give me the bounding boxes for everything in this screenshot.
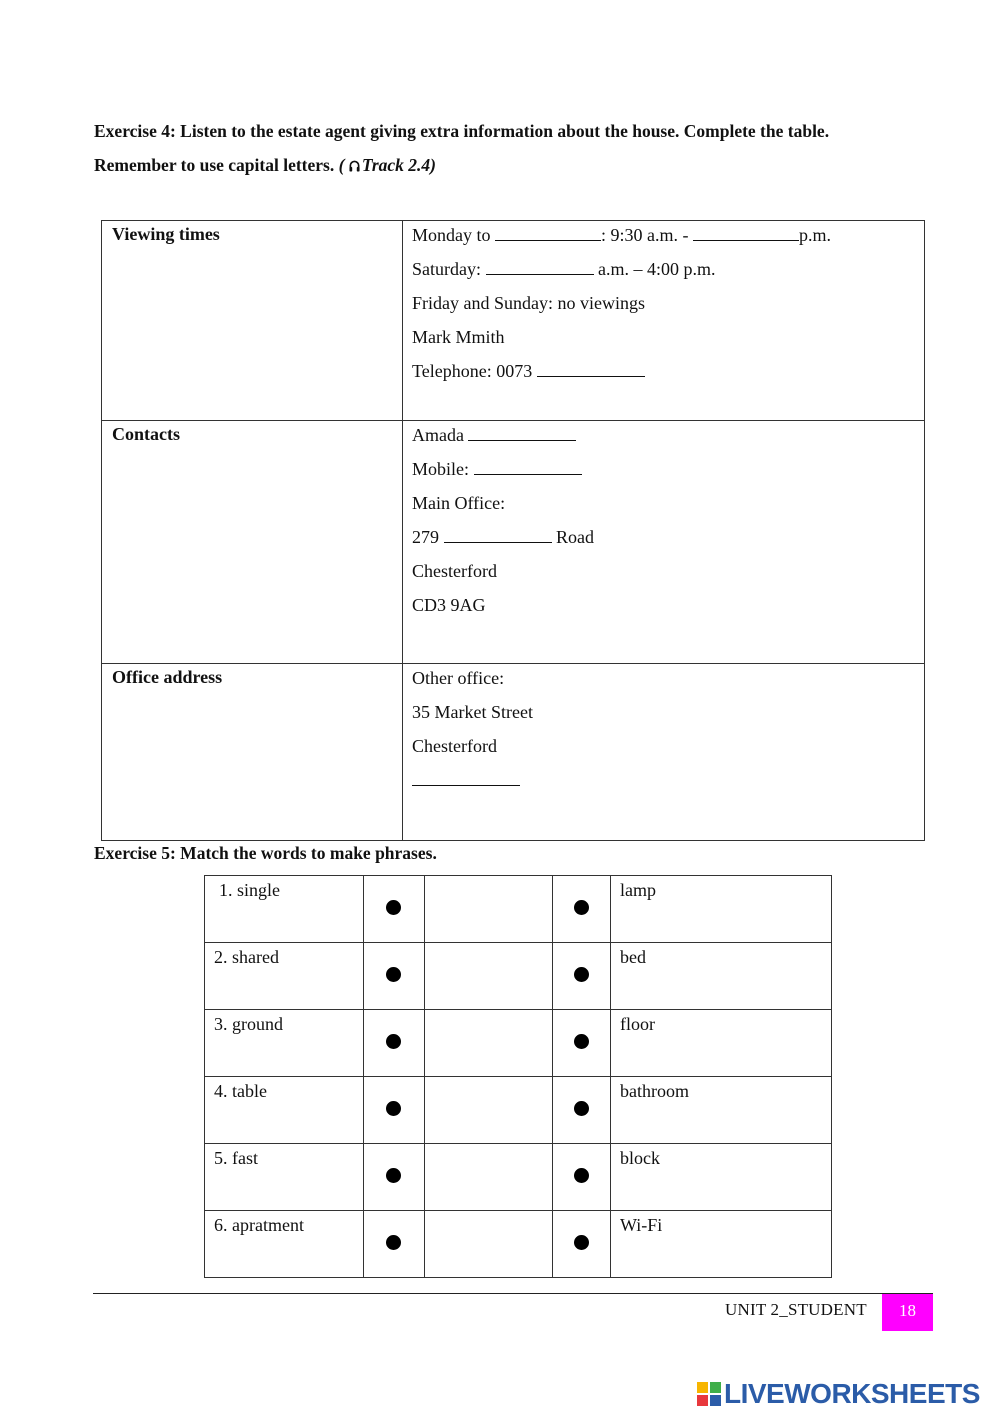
match-right-word: lamp xyxy=(611,876,832,943)
match-row xyxy=(205,1077,832,1144)
contacts-label: Contacts xyxy=(102,421,403,664)
liveworksheets-wordmark: LIVEWORKSHEETS xyxy=(724,1378,980,1409)
liveworksheets-logo[interactable] xyxy=(697,1379,980,1409)
match-row xyxy=(205,1144,832,1211)
match-row xyxy=(205,876,832,943)
capital-letters-note: Remember to use capital letters. xyxy=(94,155,335,175)
match-dot-right[interactable] xyxy=(574,967,589,982)
match-dot-right[interactable] xyxy=(574,1101,589,1116)
blank-mobile[interactable] xyxy=(474,459,582,475)
unit-label: UNIT 2_STUDENT xyxy=(725,1300,867,1319)
match-row xyxy=(205,1211,832,1278)
blank-saturday-open[interactable] xyxy=(486,259,594,275)
blank-telephone[interactable] xyxy=(537,361,645,377)
match-right-word: Wi-Fi xyxy=(611,1211,832,1278)
match-right-word: floor xyxy=(611,1010,832,1077)
viewing-times-label: Viewing times xyxy=(102,221,403,421)
agent-name: Mark Mmith xyxy=(412,327,505,347)
other-office-street: 35 Market Street xyxy=(412,702,533,722)
liveworksheets-icon xyxy=(697,1382,721,1406)
match-right-word: block xyxy=(611,1144,832,1211)
match-left-word: 2. shared xyxy=(205,943,364,1010)
match-left-word: 5. fast xyxy=(205,1144,364,1211)
track-reference: ( Track 2.4) xyxy=(338,155,437,175)
match-row xyxy=(205,1010,832,1077)
contacts-content: Amada Mobile: Main Office: 279 Road Chesterford CD3 9AG xyxy=(403,421,925,664)
exercise-4-instruction-2 xyxy=(94,153,436,177)
exercise-4-instruction: Exercise 4: Listen to the estate agent giving extra information about the house. Complete the table. xyxy=(94,121,830,141)
match-dot-right[interactable] xyxy=(574,1235,589,1250)
blank-road[interactable] xyxy=(444,527,552,543)
main-office-town: Chesterford xyxy=(412,561,497,581)
main-office-postcode: CD3 9AG xyxy=(412,595,486,615)
info-table xyxy=(101,220,925,841)
match-dot-left[interactable] xyxy=(386,1168,401,1183)
match-right-word: bathroom xyxy=(611,1077,832,1144)
match-dot-left[interactable] xyxy=(386,1235,401,1250)
office-address-label: Office address xyxy=(102,664,403,841)
blank-weekday-close[interactable] xyxy=(693,225,799,241)
match-right-word: bed xyxy=(611,943,832,1010)
match-dot-right[interactable] xyxy=(574,1034,589,1049)
office-address-content xyxy=(403,664,925,841)
other-office-label: Other office: xyxy=(412,668,505,688)
blank-weekday[interactable] xyxy=(495,225,601,241)
match-dot-left[interactable] xyxy=(386,1034,401,1049)
match-left-word: 1. single xyxy=(205,876,364,943)
matching-table xyxy=(204,875,832,1278)
viewing-times-content: Monday to : 9:30 a.m. - p.m. Saturday: a.m. – 4:00 p.m. Friday and Sunday: no viewings Mark Mmith Telephone: 0073 xyxy=(403,221,925,421)
footer-divider xyxy=(93,1293,933,1294)
match-dot-left[interactable] xyxy=(386,967,401,982)
no-viewings-text: Friday and Sunday: no viewings xyxy=(412,293,645,313)
other-office-town: Chesterford xyxy=(412,736,497,756)
match-dot-left[interactable] xyxy=(386,1101,401,1116)
match-left-word: 4. table xyxy=(205,1077,364,1144)
main-office-label: Main Office: xyxy=(412,493,506,513)
headphones-icon xyxy=(349,160,360,172)
page-number: 18 xyxy=(882,1294,933,1331)
blank-surname[interactable] xyxy=(468,425,576,441)
match-dot-left[interactable] xyxy=(386,900,401,915)
match-dot-right[interactable] xyxy=(574,900,589,915)
match-row xyxy=(205,943,832,1010)
blank-postcode[interactable] xyxy=(412,770,520,786)
match-dot-right[interactable] xyxy=(574,1168,589,1183)
exercise-5-instruction: Exercise 5: Match the words to make phrases. xyxy=(94,843,437,863)
match-left-word: 6. apratment xyxy=(205,1211,364,1278)
match-left-word: 3. ground xyxy=(205,1010,364,1077)
